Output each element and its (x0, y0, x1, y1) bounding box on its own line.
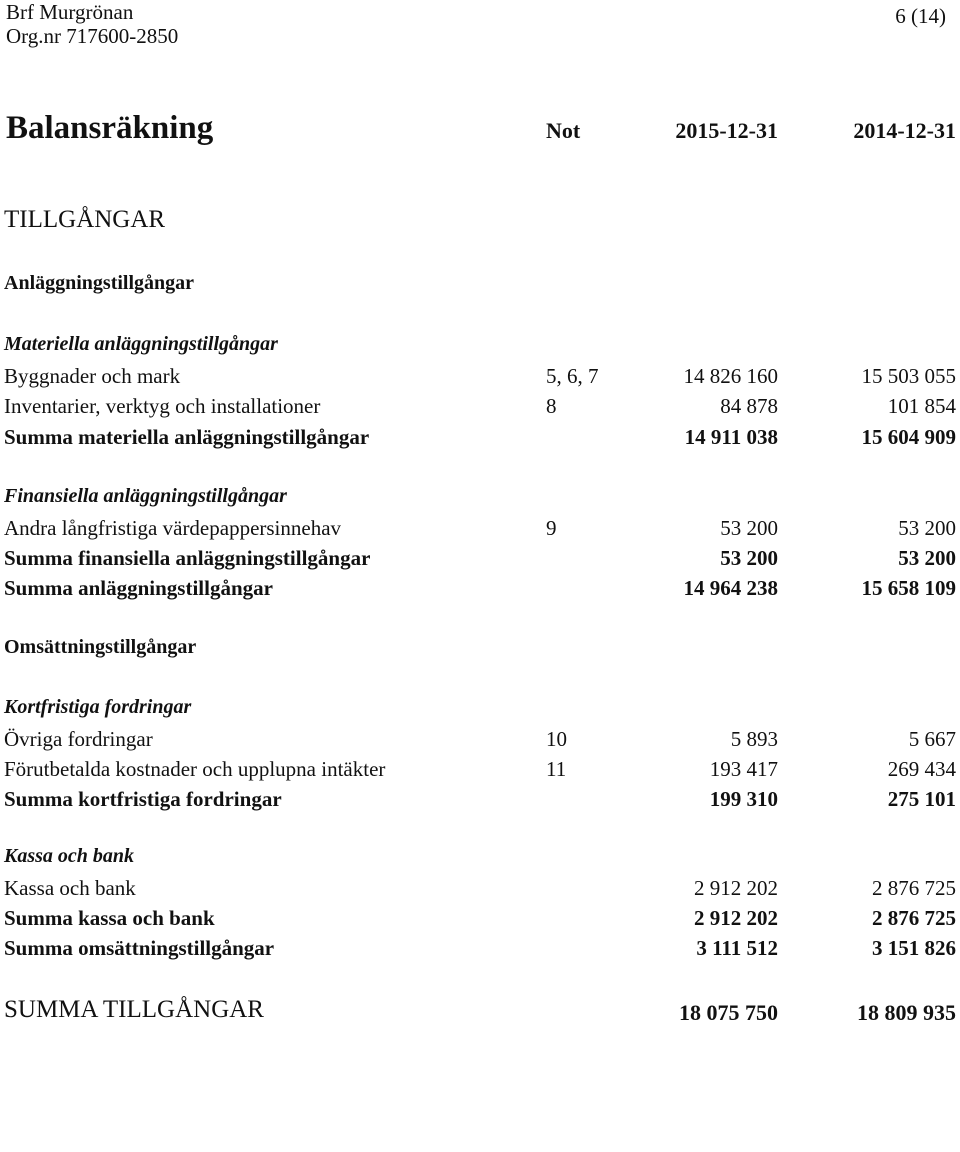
sum-value-year1: 199 310 (709, 787, 778, 811)
assets-heading: TILLGÅNGAR (4, 206, 166, 233)
financial-assets-heading: Finansiella anläggningstillgångar (4, 485, 287, 507)
table-row (0, 516, 960, 544)
sum-row (0, 906, 960, 934)
sum-value-year2: 2 876 725 (872, 906, 956, 930)
sum-value-year1: 14 964 238 (683, 576, 778, 600)
sum-value-year2: 275 101 (887, 787, 956, 811)
table-row (0, 364, 960, 392)
sum-row (0, 787, 960, 815)
page-title: Balansräkning (6, 110, 214, 146)
sum-value-year2: 15 658 109 (861, 576, 956, 600)
row-label: Byggnader och mark (4, 364, 181, 388)
row-value-year1: 193 417 (709, 757, 778, 781)
sum-label: Summa kortfristiga fordringar (4, 787, 282, 811)
total-assets-row (0, 996, 960, 1028)
table-row (0, 727, 960, 755)
row-note: 10 (546, 727, 567, 751)
sum-row (0, 936, 960, 964)
cash-heading: Kassa och bank (4, 845, 135, 867)
sum-label: Summa kassa och bank (4, 906, 215, 930)
sum-label: Summa finansiella anläggningstillgångar (4, 546, 371, 570)
sum-value-year1: 53 200 (720, 546, 778, 570)
total-assets-year2: 18 809 935 (857, 1000, 956, 1025)
tangible-assets-heading: Materiella anläggningstillgångar (4, 333, 278, 355)
row-label: Kassa och bank (4, 876, 136, 900)
row-note: 8 (546, 394, 557, 418)
total-assets-year1: 18 075 750 (679, 1000, 778, 1025)
current-assets-heading: Omsättningstillgångar (4, 636, 197, 658)
row-value-year1: 14 826 160 (683, 364, 778, 388)
table-row (0, 757, 960, 785)
row-value-year1: 84 878 (720, 394, 778, 418)
sum-label: Summa anläggningstillgångar (4, 576, 273, 600)
row-label: Andra långfristiga värdepappersinnehav (4, 516, 342, 540)
title-row (0, 110, 960, 154)
org-name: Brf Murgrönan (6, 0, 134, 24)
sum-row (0, 546, 960, 574)
row-note: 5, 6, 7 (546, 364, 599, 388)
page-number: 6 (14) (895, 4, 946, 28)
table-row (0, 394, 960, 422)
sum-value-year1: 3 111 512 (696, 936, 778, 960)
sum-value-year1: 14 911 038 (684, 425, 778, 449)
row-note: 9 (546, 516, 557, 540)
row-label: Förutbetalda kostnader och upplupna intäkter (4, 757, 386, 781)
column-header-note: Not (546, 118, 581, 143)
sum-value-year1: 2 912 202 (694, 906, 778, 930)
row-value-year2: 2 876 725 (872, 876, 956, 900)
row-value-year2: 15 503 055 (861, 364, 956, 388)
column-header-year2: 2014-12-31 (853, 118, 956, 143)
row-value-year2: 269 434 (887, 757, 956, 781)
row-value-year1: 5 893 (730, 727, 778, 751)
receivables-heading: Kortfristiga fordringar (4, 696, 192, 718)
sum-label: Summa materiella anläggningstillgångar (4, 425, 370, 449)
row-label: Inventarier, verktyg och installationer (4, 394, 321, 418)
org-number: Org.nr 717600-2850 (6, 24, 179, 48)
sum-value-year2: 53 200 (898, 546, 956, 570)
row-value-year1: 2 912 202 (694, 876, 778, 900)
column-header-year1: 2015-12-31 (675, 118, 778, 143)
table-row (0, 876, 960, 904)
sum-value-year2: 15 604 909 (861, 425, 956, 449)
org-header (6, 0, 178, 48)
sum-row (0, 576, 960, 604)
row-label: Övriga fordringar (4, 727, 153, 751)
sum-label: Summa omsättningstillgångar (4, 936, 275, 960)
fixed-assets-heading: Anläggningstillgångar (4, 272, 195, 294)
row-note: 11 (546, 757, 567, 781)
sum-row (0, 425, 960, 453)
row-value-year2: 101 854 (887, 394, 956, 418)
row-value-year2: 5 667 (908, 727, 956, 751)
sum-value-year2: 3 151 826 (872, 936, 956, 960)
row-value-year2: 53 200 (898, 516, 956, 540)
total-assets-label: SUMMA TILLGÅNGAR (4, 996, 264, 1023)
row-value-year1: 53 200 (720, 516, 778, 540)
